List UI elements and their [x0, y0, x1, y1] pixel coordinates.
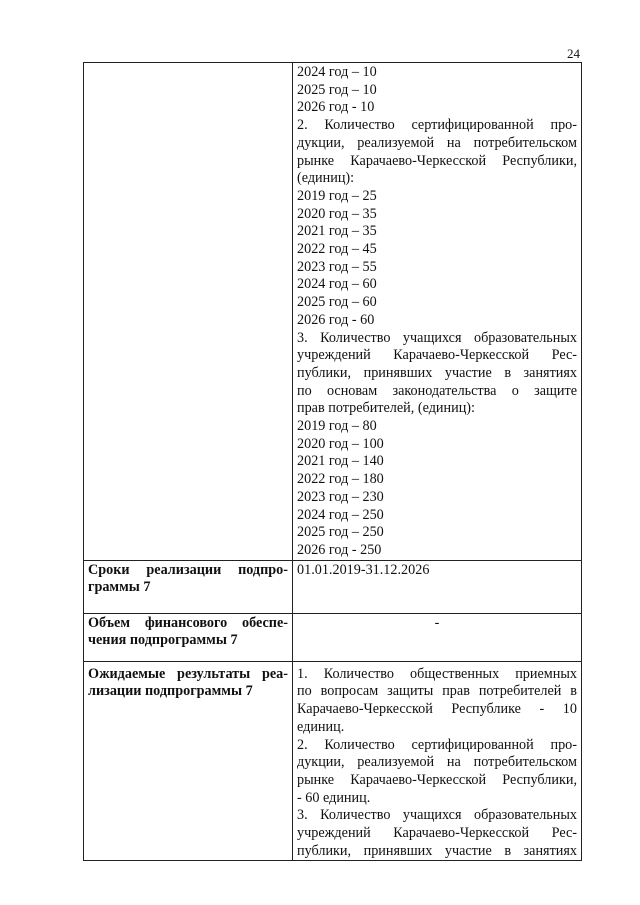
indicator-line: 2026 год - 10 [297, 99, 375, 116]
results-row [84, 661, 582, 861]
results-label-line: лизации подпрограммы 7 [88, 683, 253, 700]
indicator-line: 2025 год – 10 [297, 81, 377, 98]
funding-row [84, 613, 582, 661]
results-line: 2. Количество сертифицированной про- [297, 736, 577, 753]
funding-label-line: Объем финансового обеспе- [88, 614, 288, 631]
indicators-value-cell [293, 63, 582, 561]
timeline-label-line: граммы 7 [88, 579, 151, 596]
indicator-line: 2022 год – 180 [297, 471, 384, 488]
timeline-value-cell [293, 560, 582, 613]
results-line: публики, принявших участие в занятиях [297, 842, 577, 859]
indicator-line: 3. Количество учащихся образовательных [297, 329, 577, 346]
indicator-line: 2025 год – 60 [297, 294, 377, 311]
results-label-line: Ожидаемые результаты реа- [88, 665, 288, 682]
indicator-line: 2. Количество сертифицированной про- [297, 117, 577, 134]
indicator-line: 2024 год – 10 [297, 64, 377, 80]
funding-label-line: чения подпрограммы 7 [88, 632, 238, 649]
results-line: по вопросам защиты прав потребителей в [297, 683, 577, 700]
indicator-line: 2023 год – 55 [297, 258, 377, 275]
indicator-line: 2023 год – 230 [297, 488, 384, 505]
indicator-line: 2021 год – 140 [297, 453, 384, 470]
indicator-line: 2019 год – 25 [297, 187, 377, 204]
indicator-line: 2020 год – 100 [297, 435, 384, 452]
indicator-line: 2026 год - 60 [297, 311, 375, 328]
results-line: - 60 единиц. [297, 789, 371, 806]
indicator-line: 2019 год – 80 [297, 418, 377, 435]
results-line: Карачаево-Черкесской Республике - 10 [297, 701, 577, 718]
indicator-line: дукции, реализуемой на потребительском [297, 134, 577, 151]
results-line: 3. Количество учащихся образовательных [297, 807, 577, 824]
indicator-line: 2024 год – 250 [297, 506, 384, 523]
indicator-line: по основам законодательства о защите [297, 382, 577, 399]
indicator-line: 2025 год – 250 [297, 524, 384, 541]
timeline-value: 01.01.2019-31.12.2026 [297, 561, 430, 578]
passport-table [83, 62, 582, 861]
results-value-cell [293, 661, 582, 861]
indicator-line: прав потребителей, (единиц): [297, 400, 475, 417]
indicator-line: (единиц): [297, 170, 355, 187]
page-number: 24 [567, 46, 580, 61]
indicator-line: 2020 год – 35 [297, 205, 377, 222]
indicator-line: 2021 год – 35 [297, 223, 377, 240]
results-label-cell [84, 661, 293, 861]
indicator-line: публики, принявших участие в занятиях [297, 364, 577, 381]
results-line: 1. Количество общественных приемных [297, 665, 577, 682]
results-line: рынке Карачаево-Черкесской Республики, [297, 771, 577, 788]
indicators-label-cell [84, 63, 293, 561]
funding-value-cell [293, 613, 582, 661]
funding-value: - [434, 614, 440, 631]
indicator-line: 2022 год – 45 [297, 241, 377, 258]
results-line: дукции, реализуемой на потребительском [297, 754, 577, 771]
indicators-row [84, 63, 582, 561]
indicator-line: 2026 год - 250 [297, 541, 382, 558]
results-line: единиц. [297, 718, 345, 735]
indicator-line: 2024 год – 60 [297, 276, 377, 293]
timeline-label-line: Сроки реализации подпро- [88, 561, 288, 578]
timeline-label-cell [84, 560, 293, 613]
funding-label-cell [84, 613, 293, 661]
indicator-line: учреждений Карачаево-Черкесской Рес- [297, 347, 577, 364]
indicator-line: рынке Карачаево-Черкесской Республики, [297, 152, 577, 169]
timeline-row [84, 560, 582, 613]
results-line: учреждений Карачаево-Черкесской Рес- [297, 825, 577, 842]
